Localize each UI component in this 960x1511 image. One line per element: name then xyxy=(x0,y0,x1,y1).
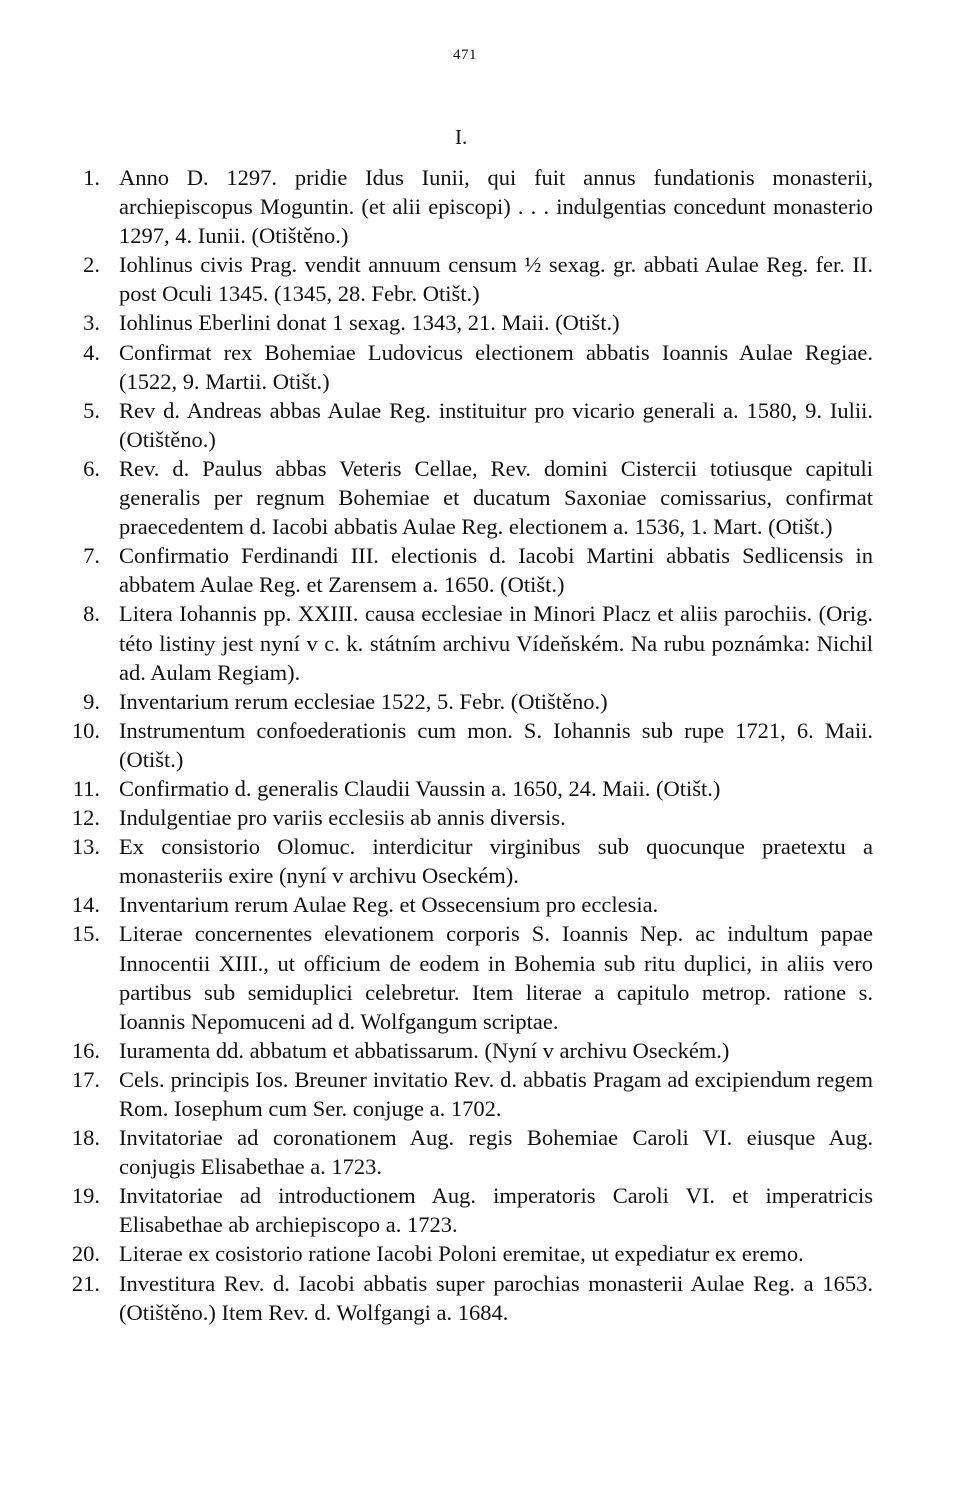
list-item xyxy=(0,308,873,337)
entry-text: Iohlinus Eberlini donat 1 sexag. 1343, 21. Maii. (Otišt.) xyxy=(119,310,620,336)
entry-number: 17. xyxy=(71,1066,100,1092)
entry-number: 1. xyxy=(83,165,100,190)
entry-number: 12. xyxy=(71,805,100,831)
entry-text: Indulgentiae pro variis ecclesiis ab annis diversis. xyxy=(119,805,566,831)
list-item xyxy=(0,1123,873,1181)
entry-number: 14. xyxy=(71,892,100,918)
list-item xyxy=(0,1065,873,1123)
list-item xyxy=(0,716,873,774)
entry-list xyxy=(0,163,960,1327)
list-item xyxy=(0,890,873,919)
list-item xyxy=(0,1036,873,1065)
entry-number: 10. xyxy=(71,717,100,743)
entry-text: Confirmat rex Bohemiae Ludovicus electionem abbatis Ioannis Aulae Regiae. (1522, 9. Martii. Otišt.) xyxy=(119,339,873,394)
list-item xyxy=(0,1181,873,1239)
entry-number: 21. xyxy=(71,1270,100,1296)
entry-number: 7. xyxy=(83,543,100,569)
entry-text: Litera Iohannis pp. XXIII. causa ecclesiae in Minori Placz et aliis parochiis. (Orig. této listiny jest nyní v c. k. státním archivu Vídeňském. Na rubu poznámka: Nichil ad. Aulam Regiam). xyxy=(119,601,873,685)
entry-number: 11. xyxy=(72,775,100,801)
list-item xyxy=(0,919,873,1035)
entry-number: 20. xyxy=(71,1241,100,1267)
entry-text: Literae ex cosistorio ratione Iacobi Poloni eremitae, ut expediatur ex eremo. xyxy=(119,1241,804,1267)
list-item xyxy=(0,163,873,250)
list-item xyxy=(0,250,873,308)
entry-text: Rev. d. Paulus abbas Veteris Cellae, Rev. domini Cistercii totiusque capituli generalis per regnum Bohemiae et ducatum Saxoniae comissarius, confirmat praecedentem d. Iacobi abbatis Aulae Reg. electionem a. 1536, 1. Mart. (Otišt.) xyxy=(119,455,873,540)
entry-number: 13. xyxy=(71,834,100,860)
list-item xyxy=(0,396,873,454)
entry-text: Confirmatio Ferdinandi III. electionis d. Iacobi Martini abbatis Sedlicensis in abbatem Aulae Reg. et Zarensem a. 1650. (Otišt.) xyxy=(119,543,873,598)
entry-text: Cels. principis Ios. Breuner invitatio Rev. d. abbatis Pragam ad excipiendum regem Rom. Iosephum cum Ser. conjuge a. 1702. xyxy=(119,1066,873,1121)
entry-number: 18. xyxy=(71,1125,100,1151)
entry-text: Rev d. Andreas abbas Aulae Reg. instituitur pro vicario generali a. 1580, 9. Iulii. (Otištěno.) xyxy=(119,397,873,452)
entry-number: 8. xyxy=(83,601,100,627)
list-item xyxy=(0,832,873,890)
entry-text: Instrumentum confoederationis cum mon. S. Iohannis sub rupe 1721, 6. Maii. (Otišt.) xyxy=(119,717,873,772)
page-number: 471 xyxy=(453,47,477,63)
entry-number: 6. xyxy=(83,455,100,481)
entry-number: 19. xyxy=(71,1183,100,1209)
entry-number: 5. xyxy=(83,397,100,423)
list-item xyxy=(0,454,873,541)
entry-text: Inventarium rerum ecclesiae 1522, 5. Febr. (Otištěno.) xyxy=(119,688,608,714)
entry-text: Iohlinus civis Prag. vendit annuum censum ½ sexag. gr. abbati Aulae Reg. fer. II. post Oculi 1345. (1345, 28. Febr. Otišt.) xyxy=(119,252,873,307)
list-item xyxy=(0,774,873,803)
entry-text: Literae concernentes elevationem corporis S. Ioannis Nep. ac indultum papae Innocentii XIII., ut officium de eodem in Bohemia sub ritu duplici, in aliis vero partibus sub semiduplici celebretur. Item literae a capitulo metrop. ratione s. Ioannis Nepomuceni ad d. Wolfgangum scriptae. xyxy=(119,921,873,1034)
entry-text: Ex consistorio Olomuc. interdicitur virginibus sub quocunque praetextu a monasteriis exire (nyní v archivu Oseckém). xyxy=(119,834,873,889)
entry-number: 2. xyxy=(83,252,100,278)
list-item xyxy=(0,803,873,832)
list-item xyxy=(0,687,873,716)
list-item xyxy=(0,1269,873,1327)
list-item xyxy=(0,1239,873,1268)
entry-number: 3. xyxy=(83,310,100,336)
list-item xyxy=(0,338,873,396)
entry-text: Invitatoriae ad coronationem Aug. regis Bohemiae Caroli VI. eiusque Aug. conjugis Elisabethae a. 1723. xyxy=(119,1125,873,1180)
entry-text: Inventarium rerum Aulae Reg. et Ossecensium pro ecclesia. xyxy=(119,892,659,918)
entry-text: Confirmatio d. generalis Claudii Vaussin a. 1650, 24. Maii. (Otišt.) xyxy=(119,775,721,801)
entry-text: Investitura Rev. d. Iacobi abbatis super parochias monasterii Aulae Reg. a 1653. (Otištěno.) Item Rev. d. Wolfgangi a. 1684. xyxy=(119,1270,873,1325)
section-heading: I. xyxy=(455,125,468,149)
entry-number: 9. xyxy=(83,688,100,714)
list-item xyxy=(0,599,873,686)
list-item xyxy=(0,541,873,599)
entry-number: 16. xyxy=(71,1037,100,1063)
entry-text: Iuramenta dd. abbatum et abbatissarum. (Nyní v archivu Oseckém.) xyxy=(119,1037,730,1063)
entry-text: Anno D. 1297. pridie Idus Iunii, qui fuit annus fundationis monasterii, archiepiscopus Moguntin. (et alii episcopi) . . . indulgentias concedunt monasterio 1297, 4. Iunii. (Otištěno.) xyxy=(119,165,873,249)
entry-number: 4. xyxy=(83,339,100,365)
entry-number: 15. xyxy=(71,921,100,947)
entry-text: Invitatoriae ad introductionem Aug. imperatoris Caroli VI. et imperatricis Elisabethae ab archiepiscopo a. 1723. xyxy=(119,1183,873,1238)
